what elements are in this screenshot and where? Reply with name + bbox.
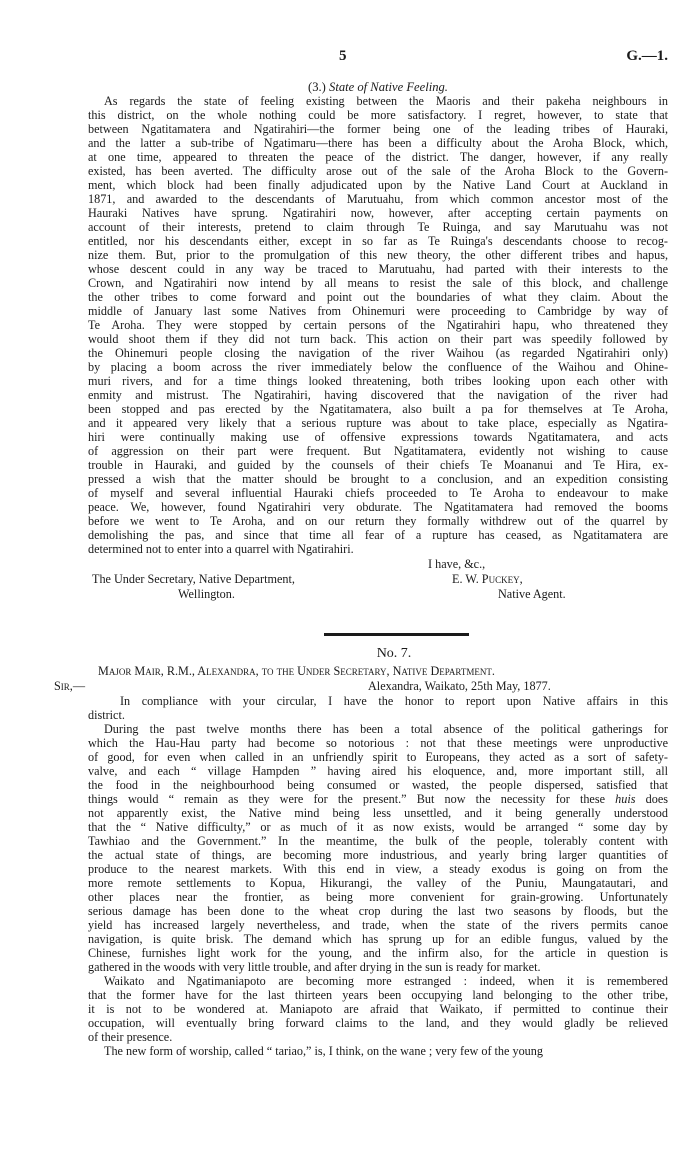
text-line: demolishing the pas, and since that time all fear of a rupture has ceased, as Ngatitamatera are [88, 527, 668, 542]
text-line: the food in the neighbourhood being consumed or wasted, the people dispersed, satisfied that [88, 778, 668, 793]
text-line: whose descent could in any way be traced to Marutuahu, had parted with their interests to the [88, 261, 668, 276]
text-line: of myself and several influential Hauraki chiefs proceeded to Te Aroha to endeavour to make [88, 485, 668, 500]
text-line: this district, on the whole nothing could be more satisfactory. I regret, however, to state that [88, 107, 668, 122]
text-line: yield has increased largely nevertheless, and trade, when the state of the rivers permits canoe [88, 918, 668, 933]
text-line: serious damage has been done to the wheat crop during the last two seasons by floods, but the [88, 904, 668, 919]
text-line: district. [88, 708, 125, 723]
text-line: During the past twelve months there has been a total absence of the political gatherings for [104, 722, 668, 737]
text-line: peace. We, however, found Ngatirahiri very obdurate. The Ngatitamatera had removed the booms [88, 499, 668, 514]
closing-line: I have, &c., [428, 557, 486, 572]
text-line: occupation, will eventually bring forward claims to the land, and they would gladly be relieved [88, 1016, 668, 1031]
addressee-city: Wellington. [178, 587, 235, 602]
text-line: the Ohinemuri people closing the navigation of the river Waihou (as regarded Ngatirahiri only) [88, 345, 668, 360]
text-line: Crown, and Ngatirahiri now intend by all means to resist the sale of this block, and challenge [88, 275, 668, 290]
text-line: other places near the frontier, as being more convenient for grain-growing. Unfortunately [88, 890, 668, 905]
text-line: nize them. But, prior to the promulgation of this new theory, the other different tribes and hapus, [88, 247, 668, 262]
text-line: of good, for even when called in an unfriendly spirit to Europeans, they acted as a sort of safety- [88, 750, 668, 765]
text-line: the other tribes to come forward and point out the boundaries of what they claim. About the [88, 289, 668, 304]
text-line: pressed a wish that the matter should be brought to a conclusion, and an expedition consisting [88, 471, 668, 486]
letter-from-line: Major Mair, R.M., Alexandra, to the Under Secretary, Native Department. [98, 664, 495, 679]
paragraph-tariao-worship [88, 1044, 668, 1058]
text-line: muri rivers, and for a time things looked threatening, both tribes looking upon each other with [88, 373, 668, 388]
paragraph-compliance [88, 694, 668, 722]
text-line: gathered in the woods with very little trouble, and after drying in the sun is ready for market. [88, 960, 541, 975]
text-line: and it appeared very likely that a serious rupture was about to take place, especially as Ngatira- [88, 415, 668, 430]
paragraph-waikato-maniapoto [88, 974, 668, 1044]
document-page [54, 48, 668, 1059]
text-line: at one time, appeared to threaten the peace of the district. The danger, however, if any really [88, 149, 668, 164]
addressee-line: The Under Secretary, Native Department, [92, 572, 295, 587]
text-line: produce to the nearest markets. With this end in view, a steady exodus is going on from the [88, 862, 668, 877]
text-line: that the former have for the last thirteen years been occupying land belonging to the other tribe, [88, 988, 668, 1003]
text-line: more remote settlements to Kopua, Hikurangi, the valley of the Puniu, Maungatautari, and [88, 876, 668, 891]
text-line: 1871, and awarded to the descendants of Marutuahu, from which common ancestor most of the [88, 191, 668, 206]
text-line: Waikato and Ngatimaniapoto are becoming more estranged : indeed, when it is remembered [104, 974, 668, 989]
letter-salutation-row [54, 679, 668, 694]
text-line: which the Hau-Hau party had become so notorious : not that these meetings were unproductive [88, 736, 668, 751]
text-line: not apparently exist, the Native mind being less unsettled, and it being generally understood [88, 806, 668, 821]
text-line: been stopped and pas erected by the Ngatitamatera, also built a pa for themselves at Te Aroha, [88, 401, 668, 416]
text-line: In compliance with your circular, I have the honor to report upon Native affairs in this [120, 694, 668, 709]
text-line: would shoot them if they did not turn back. This action on their part was speedily followed by [88, 331, 668, 346]
text-line: between Ngatitamatera and Ngatirahiri—the former being one of the leading tribes of Hauraki, [88, 121, 668, 136]
document-reference: G.—1. [626, 48, 668, 64]
text-line: existed, has been averted. The difficulty arose out of the sale of the Aroha Block to the Govern- [88, 163, 668, 178]
text-line: it is not to be wondered at. Maniapoto are afraid that Waikato, if permitted to continue their [88, 1002, 668, 1017]
text-line: Hauraki Natives have sprung. Ngatirahiri now, however, after accepting certain payments on [88, 205, 668, 220]
text-line: valve, and each “ village Hampden ” having aired his eloquence, and, more important still, all [88, 764, 668, 779]
text-line: of aggression on their part were frequent. But Ngatitamatera, evidently not wishing to cause [88, 443, 668, 458]
page-header [88, 48, 668, 70]
text-line: navigation, is quite brisk. The demand which has sprung up for an edible fungus, valued by the [88, 932, 668, 947]
section-heading [88, 80, 668, 94]
paragraph-political-gatherings [88, 722, 668, 974]
page-number: 5 [339, 48, 347, 64]
text-line: the actual state of things, are becoming more industrious, and yearly bring larger quantities of [88, 848, 668, 863]
text-line: account of their interests, pretend to claim through Te Ruinga, and say Marutuahu was not [88, 219, 668, 234]
text-line: Te Aroha. They were stopped by certain persons of the Ngatirahiri hapu, who threatened they [88, 317, 668, 332]
letter-number: No. 7. [376, 646, 412, 662]
text-line: of their presence. [88, 1030, 173, 1045]
section-title: State of Native Feeling. [329, 80, 448, 94]
section-divider [324, 633, 469, 636]
letter-heading [88, 664, 668, 679]
text-line: entitled, nor his descendants either, except in so far as Te Ruinga's descendants choose to recog- [88, 233, 668, 248]
salutation: Sir,— [54, 679, 86, 694]
text-line: Chinese, furnishes light work for the young, and the infirm also, for the article in question is [88, 946, 668, 961]
text-line: before we went to Te Aroha, and on our return they formally withdrew out of the quarrel by [88, 513, 668, 528]
text-line: determined not to enter into a quarrel with Ngatirahiri. [88, 541, 354, 556]
text-line: Tawhiao and the Government.” In the meantime, the bulk of the people, tolerably content with [88, 834, 668, 849]
signatory-title: Native Agent. [498, 587, 566, 602]
text-line: The new form of worship, called “ tariao,” is, I think, on the wane ; very few of the young [104, 1044, 543, 1059]
paragraph-native-feeling [88, 94, 668, 555]
signatory-name: E. W. Puckey, [452, 572, 523, 587]
text-line: trouble in Hauraki, and guided by the counsels of their chiefs Te Moananui and Te Hira, ex- [88, 457, 668, 472]
signature-block-puckey [88, 555, 668, 615]
section-number: (3.) [308, 80, 326, 94]
text-line: enmity and mistrust. The Ngatirahiri, having discovered that the navigation of the river had [88, 387, 668, 402]
text-line: that the “ Native difficulty,” or as much of it as now exists, would be arranged “ some day by [88, 820, 668, 835]
text-line: things would “ remain as they were for the present.” But now the necessity for these huis does [88, 792, 668, 807]
text-line: by placing a boom across the river immediately below the confluence of the Waihou and Ohine- [88, 359, 668, 374]
text-line: ment, which block had been finally adjudicated upon by the Native Land Court at Auckland in [88, 177, 668, 192]
text-line: hiri were continually making use of offensive expressions towards Ngatitamatera, and acts [88, 429, 668, 444]
text-line: middle of January last some Natives from Ohinemuri were proceeding to Cambridge by way of [88, 303, 668, 318]
place-date: Alexandra, Waikato, 25th May, 1877. [368, 679, 551, 694]
text-line: and the latter a sub-tribe of Ngatimaru—there has been a difficulty about the Aroha Block, which, [88, 135, 668, 150]
text-line: As regards the state of feeling existing between the Maoris and their pakeha neighbours in [104, 94, 668, 108]
